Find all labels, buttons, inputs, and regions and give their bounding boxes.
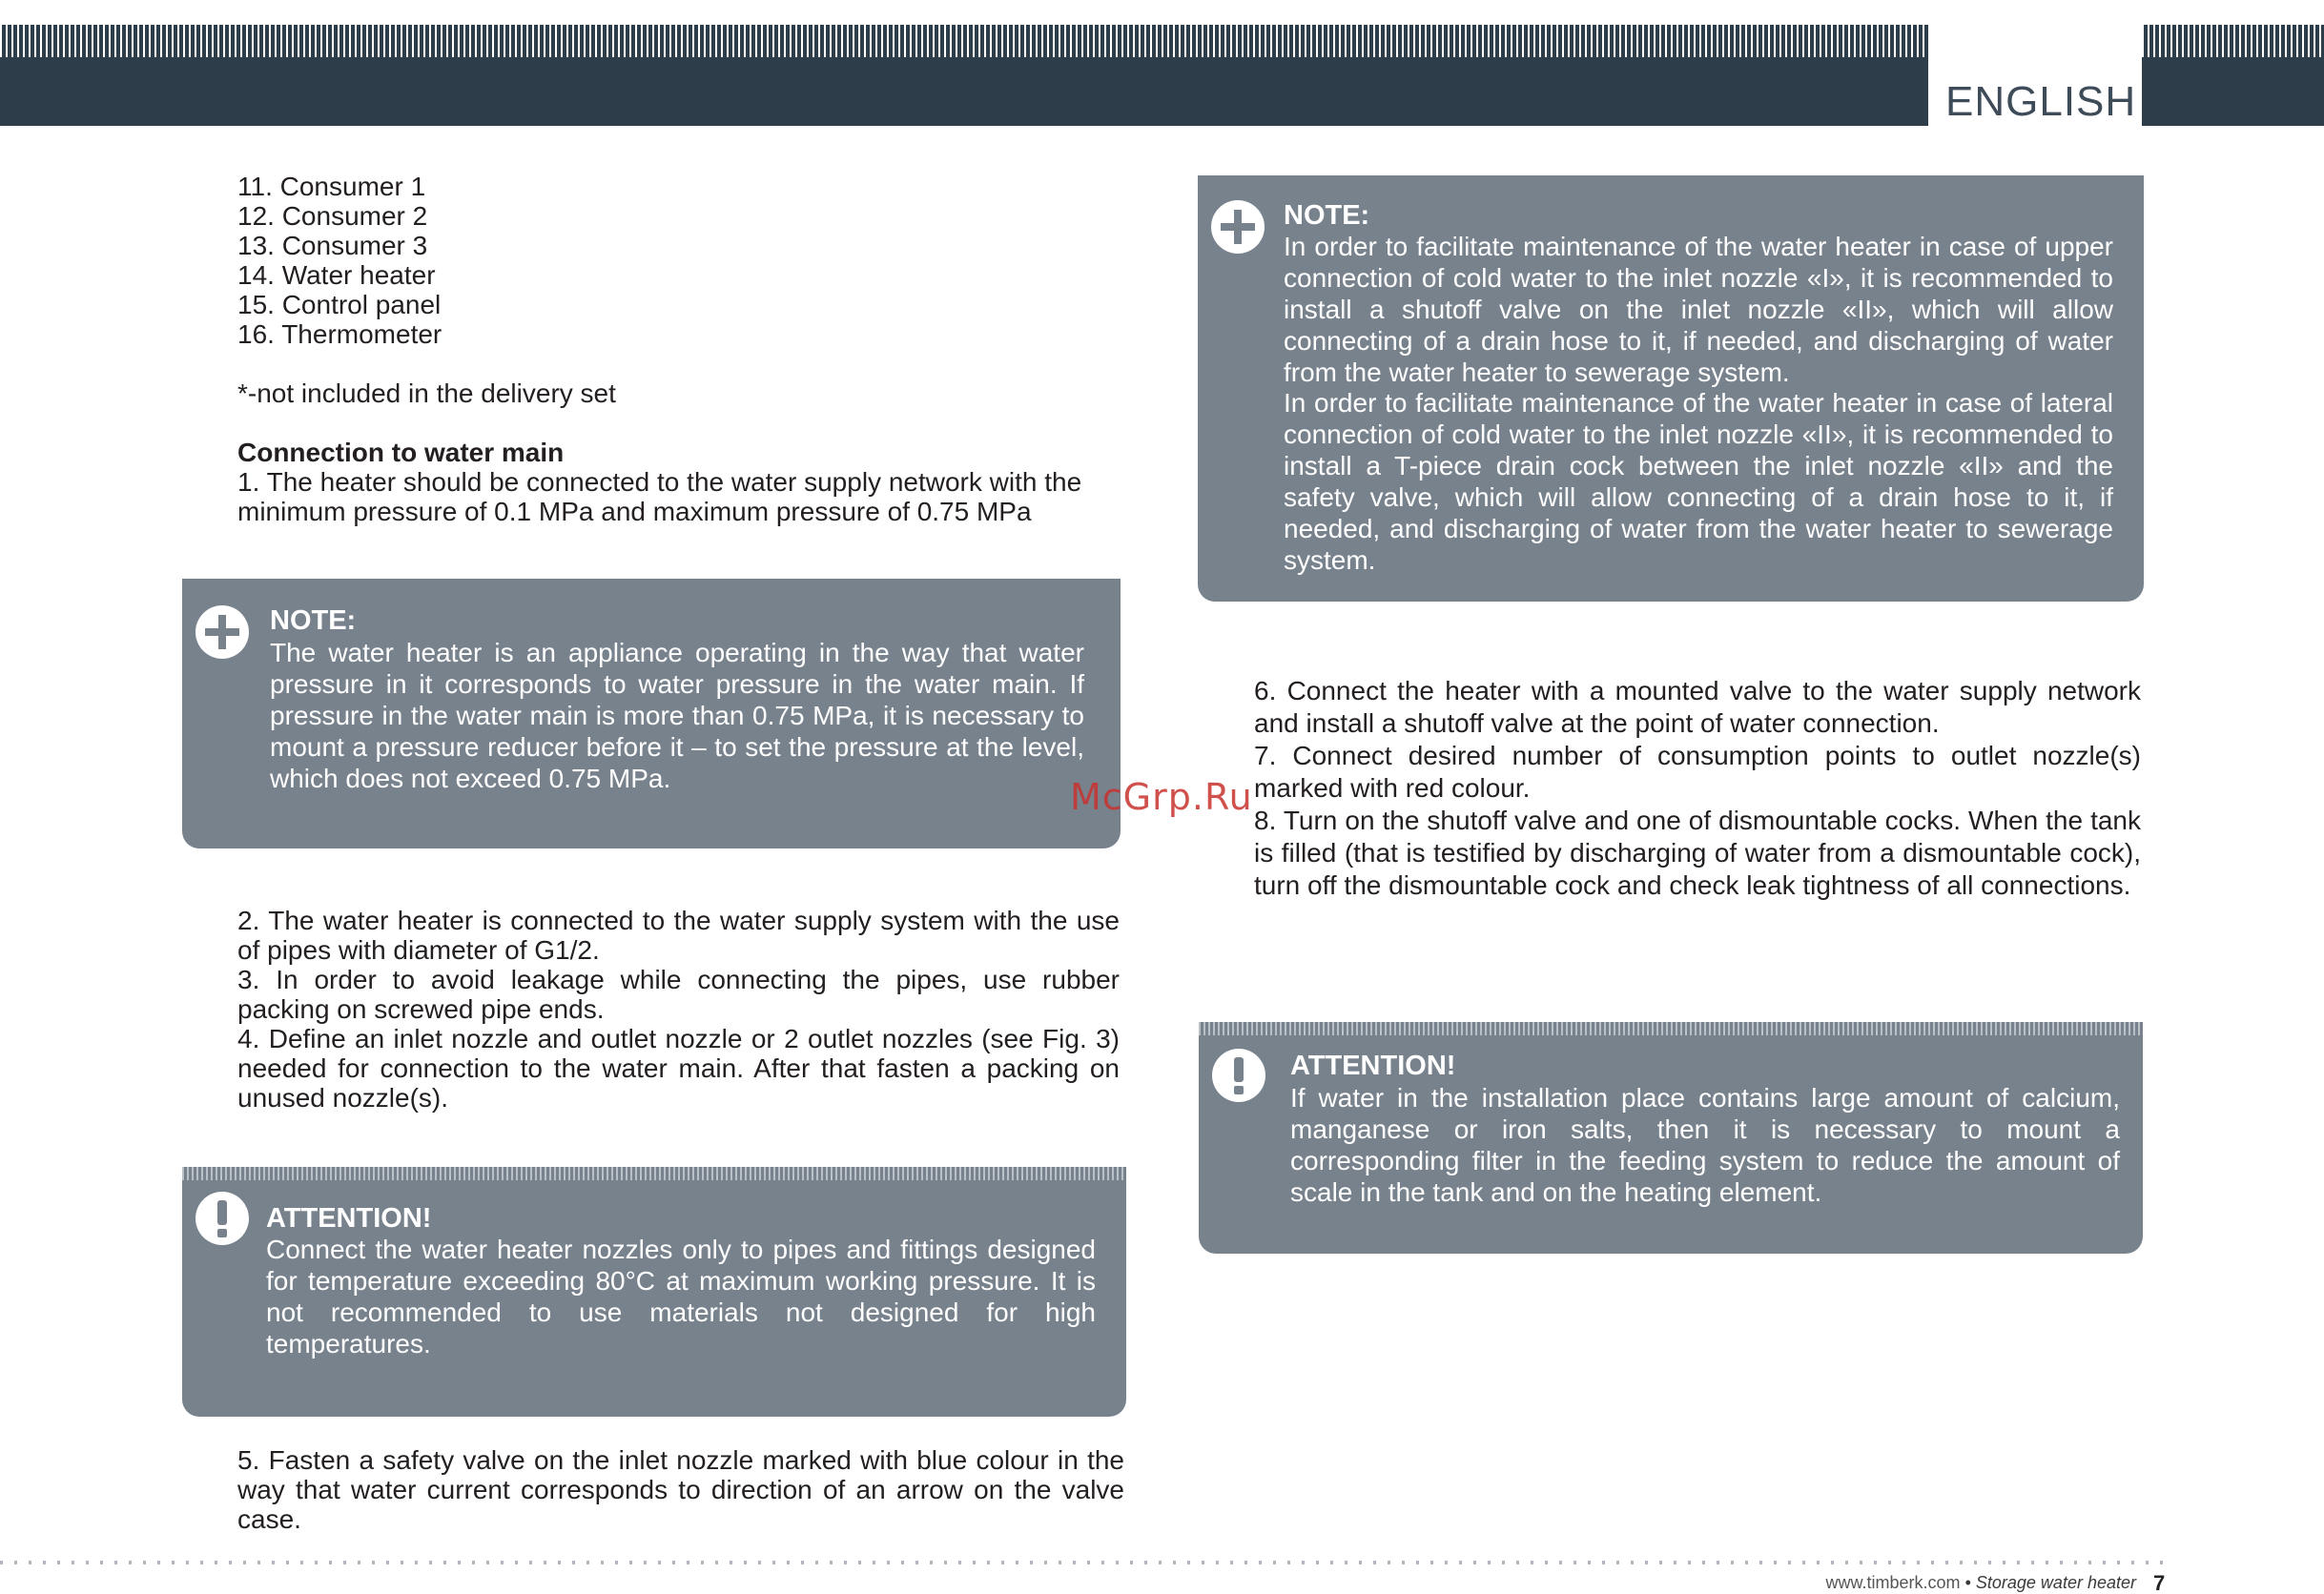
step-8: 8. Turn on the shutoff valve and one of dismountable cocks. When the tank is filled (that is testified by discharging of water from a dismountable cock), turn off the dismountable cock and check leak tightness of all connections.	[1254, 806, 2141, 900]
footer-separator: •	[1964, 1573, 1971, 1592]
box-hatch-pattern	[182, 1167, 1126, 1180]
step-4: 4. Define an inlet nozzle and outlet nozzle or 2 outlet nozzles (see Fig. 3) needed for connection to the water main. After that fasten a packing on unused nozzle(s).	[237, 1024, 1120, 1113]
note-title: NOTE:	[1284, 200, 1370, 231]
step-1-line-1: 1. The heater should be connected to the water supply network with the	[237, 467, 1082, 497]
step-7: 7. Connect desired number of consumption points to outlet nozzle(s) marked with red colour.	[1254, 741, 2141, 803]
note-body: The water heater is an appliance operating in the way that water pressure in it corresponds to water pressure in the water main. If pressure in the water main is more than 0.75 MPa, it is necessary to mount a pressure reducer before it – to set the pressure at the level, which does not exceed 0.75 MPa.	[270, 638, 1084, 793]
exclamation-icon	[1212, 1049, 1265, 1102]
delivery-footnote: *-not included in the delivery set	[237, 378, 616, 408]
box-hatch-pattern	[1199, 1022, 2143, 1035]
steps-2-4	[237, 906, 1120, 1113]
attention-body: Connect the water heater nozzles only to pipes and fittings designed for temperature exceeding 80°C at maximum working pressure. It is not recommended to use materials not designed for high temperatures.	[266, 1235, 1096, 1359]
component-list	[237, 172, 714, 349]
list-item: 12. Consumer 2	[237, 201, 428, 231]
header-stripe-right	[2142, 25, 2324, 126]
language-label: ENGLISH	[1945, 78, 2137, 125]
note-body-upper: In order to facilitate maintenance of the water heater in case of upper connection of cold water to the inlet nozzle «I», it is recommended to install a shutoff valve on the inlet nozzle «II», which will allow connecting of a drain hose to it, if needed, and discharging of water from the water heater to sewerage system.	[1284, 232, 2113, 387]
section-title: Connection to water main	[237, 438, 565, 467]
exclamation-icon	[195, 1192, 249, 1245]
footer-product-label: Storage water heater	[1975, 1573, 2136, 1592]
list-item: 11. Consumer 1	[237, 172, 426, 201]
attention-title: ATTENTION!	[1290, 1051, 1456, 1081]
attention-body: If water in the installation place contains large amount of calcium, manganese or iron salts, then it is necessary to mount a corresponding filter in the feeding system to reduce the amount of scale in the tank and on the heating element.	[1290, 1083, 2120, 1207]
footer-website-link[interactable]: www.timberk.com	[1825, 1573, 1961, 1592]
attention-box-temperature	[182, 1167, 1126, 1417]
note-box-maintenance	[1198, 175, 2144, 602]
step-3: 3. In order to avoid leakage while connecting the pipes, use rubber packing on screwed pipe ends.	[237, 965, 1120, 1024]
page-number: 7	[2153, 1571, 2166, 1594]
list-item: 13. Consumer 3	[237, 231, 428, 260]
note-box-pressure	[182, 579, 1121, 848]
plus-icon	[195, 605, 249, 659]
note-body-lateral: In order to facilitate maintenance of the water heater in case of lateral connection of cold water to the inlet nozzle «II», it is recommended to install a T-piece drain cock between the inlet nozzle «II» and the safety valve, which will allow connecting of a drain hose to it, if needed, and discharging of water from the water heater to sewerage system.	[1284, 388, 2113, 575]
steps-6-8	[1254, 675, 2141, 902]
attention-title: ATTENTION!	[266, 1203, 432, 1234]
step-6: 6. Connect the heater with a mounted valve to the water supply network and install a shutoff valve at the point of water connection.	[1254, 676, 2141, 738]
list-item: 16. Thermometer	[237, 319, 442, 349]
step-2: 2. The water heater is connected to the water supply system with the use of pipes with diameter of G1/2.	[237, 906, 1120, 965]
plus-icon	[1211, 200, 1265, 254]
footer-divider	[0, 1561, 2174, 1564]
note-title: NOTE:	[270, 605, 357, 636]
watermark: McGrp.Ru	[1070, 776, 1253, 818]
attention-box-filter	[1199, 1022, 2143, 1254]
header-stripe-left	[0, 25, 1928, 126]
step-1-line-2: minimum pressure of 0.1 MPa and maximum pressure of 0.75 MPa	[237, 497, 1032, 526]
list-item: 14. Water heater	[237, 260, 436, 290]
footer	[1717, 1573, 2136, 1593]
step-1	[237, 467, 1134, 526]
step-5: 5. Fasten a safety valve on the inlet nozzle marked with blue colour in the way that water current corresponds to direction of an arrow on the valve case.	[237, 1445, 1124, 1534]
list-item: 15. Control panel	[237, 290, 442, 319]
